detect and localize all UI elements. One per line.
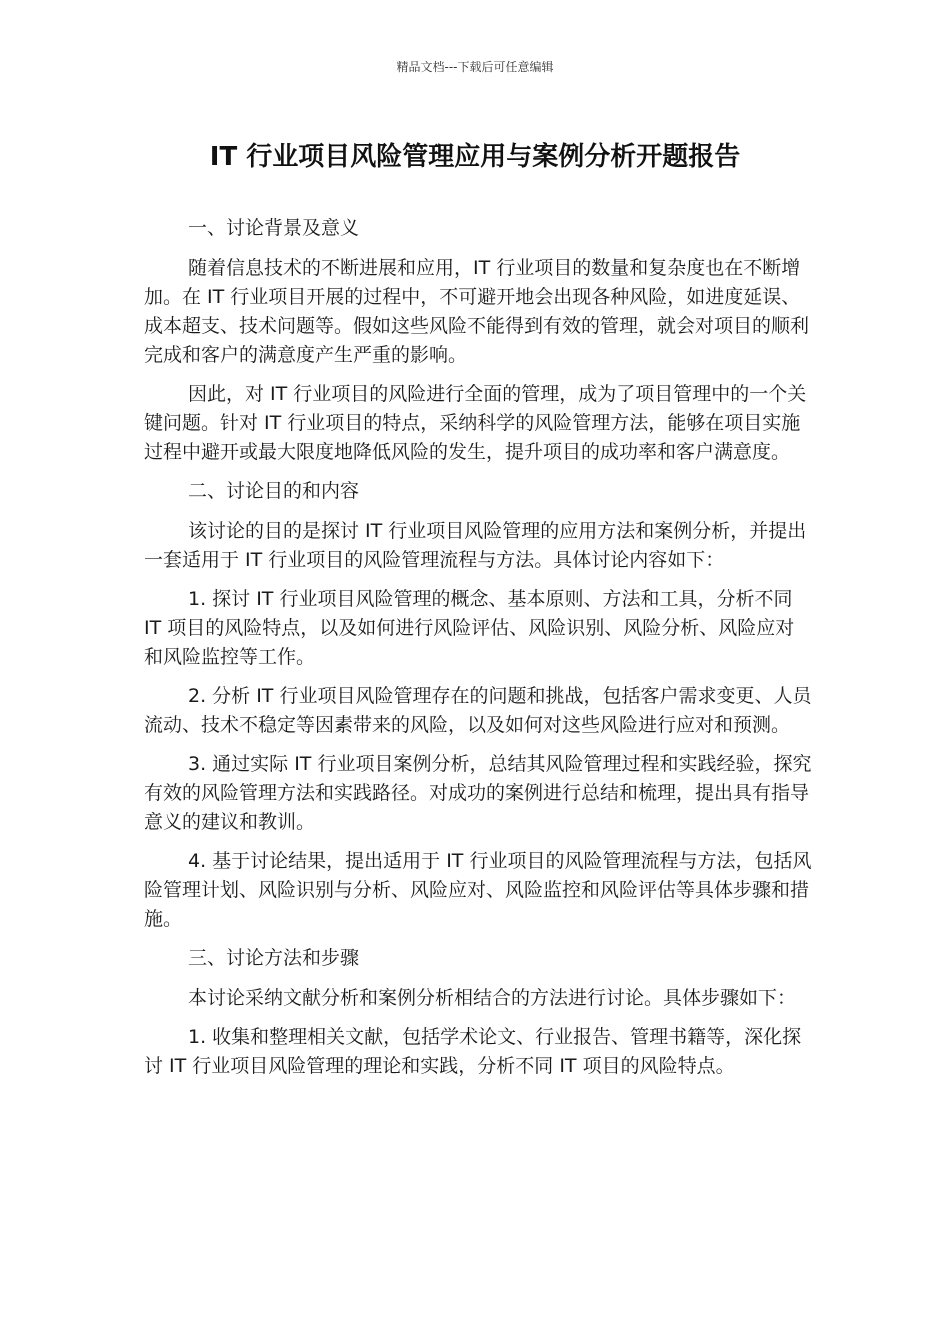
list-item: 1. 探讨 IT 行业项目风险管理的概念、基本原则、方法和工具，分析不同 IT 项目的风险特点，以及如何进行风险评估、风险识别、风险分析、风险应对和风险监控等工作。	[144, 588, 795, 668]
body-paragraph: 该讨论的目的是探讨 IT 行业项目风险管理的应用方法和案例分析，并提出一套适用于 IT 行业项目的风险管理流程与方法。具体讨论内容如下：	[144, 520, 807, 571]
list-item: 2. 分析 IT 行业项目风险管理存在的问题和挑战，包括客户需求变更、人员流动、技术不稳定等因素带来的风险，以及如何对这些风险进行应对和预测。	[144, 685, 812, 736]
section-heading-background: 一、讨论背景及意义	[188, 217, 360, 239]
list-item: 1. 收集和整理相关文献，包括学术论文、行业报告、管理书籍等，深化探讨 IT 行业项目风险管理的理论和实践，分析不同 IT 项目的风险特点。	[144, 1026, 802, 1077]
body-paragraph: 本讨论采纳文献分析和案例分析相结合的方法进行讨论。具体步骤如下：	[188, 987, 797, 1009]
list-item: 4. 基于讨论结果，提出适用于 IT 行业项目的风险管理流程与方法，包括风险管理计划、风险识别与分析、风险应对、风险监控和风险评估等具体步骤和措施。	[144, 850, 812, 930]
document-title: IT 行业项目风险管理应用与案例分析开题报告	[209, 142, 741, 172]
body-paragraph: 随着信息技术的不断进展和应用，IT 行业项目的数量和复杂度也在不断增加。在 IT 行业项目开展的过程中，不可避开地会出现各种风险，如进度延误、成本超支、技术问题等。假如这些风险不能得到有效的管理，就会对项目的顺利完成和客户的满意度产生严重的影响。	[144, 257, 810, 366]
section-heading-method: 三、讨论方法和步骤	[188, 947, 360, 969]
list-item: 3. 通过实际 IT 行业项目案例分析，总结其风险管理过程和实践经验，探究有效的风险管理方法和实践路径。对成功的案例进行总结和梳理，提出具有指导意义的建议和教训。	[144, 753, 812, 833]
document-body	[144, 214, 812, 1091]
section-heading-purpose: 二、讨论目的和内容	[188, 480, 360, 502]
body-paragraph: 因此，对 IT 行业项目的风险进行全面的管理，成为了项目管理中的一个关键问题。针对 IT 行业项目的特点，采纳科学的风险管理方法，能够在项目实施过程中避开或最大限度地降低风险的发生，提升项目的成功率和客户满意度。	[144, 383, 807, 463]
page-header-note: 精品文档---下载后可任意编辑	[396, 60, 554, 74]
